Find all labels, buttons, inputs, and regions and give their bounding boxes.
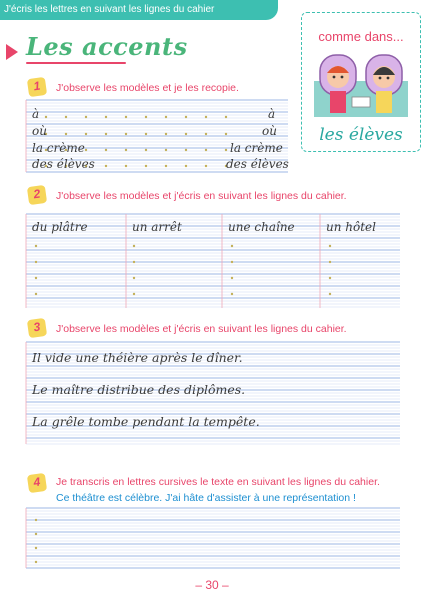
guide-dot <box>185 165 187 167</box>
model-word-2: un arrêt <box>132 220 182 234</box>
guide-dot <box>133 245 135 247</box>
guide-dot <box>205 149 207 151</box>
guide-dot <box>85 133 87 135</box>
guide-dot <box>145 133 147 135</box>
guide-dot <box>65 116 67 118</box>
guide-dot <box>35 245 37 247</box>
guide-dot <box>35 547 37 549</box>
guide-dot <box>145 165 147 167</box>
model-left-1: à <box>32 107 40 121</box>
guide-dot <box>329 277 331 279</box>
model-word-3: une chaîne <box>228 220 295 234</box>
exercise-1-instruction: J'observe les modèles et je les recopie. <box>56 82 239 94</box>
guide-dot <box>65 133 67 135</box>
guide-dot <box>35 293 37 295</box>
guide-dot <box>231 277 233 279</box>
model-right-2: où <box>262 124 277 138</box>
model-left-2: où <box>32 124 47 138</box>
guide-dot <box>125 133 127 135</box>
guide-dot <box>165 149 167 151</box>
exercise-3-instruction: J'observe les modèles et j'écris en suivant les lignes du cahier. <box>56 323 347 335</box>
model-left-3: la crème <box>32 141 85 155</box>
page-title: Les accents <box>26 32 188 61</box>
guide-dot <box>35 519 37 521</box>
guide-dot <box>35 277 37 279</box>
model-sentence-2: Le maître distribue des diplômes. <box>32 382 246 397</box>
guide-dot <box>185 133 187 135</box>
model-word-4: un hôtel <box>326 220 376 234</box>
guide-dot <box>105 116 107 118</box>
guide-dot <box>35 261 37 263</box>
model-left-4: des élèves <box>32 157 95 171</box>
guide-dot <box>125 149 127 151</box>
model-right-3: la crème <box>230 141 283 155</box>
page-number: – 30 – <box>195 578 229 592</box>
guide-dot <box>231 261 233 263</box>
guide-dot <box>105 133 107 135</box>
guide-dot <box>125 165 127 167</box>
guide-dot <box>145 116 147 118</box>
guide-dot <box>205 133 207 135</box>
guide-dot <box>133 261 135 263</box>
exercise-2-instruction: J'observe les modèles et j'écris en suivant les lignes du cahier. <box>56 190 347 202</box>
guide-dot <box>329 245 331 247</box>
guide-dot <box>145 149 147 151</box>
guide-dot <box>45 116 47 118</box>
badge-title: comme dans... <box>318 29 404 44</box>
guide-dot <box>205 116 207 118</box>
guide-dot <box>105 165 107 167</box>
exercise-4-instruction: Je transcris en lettres cursives le texte en suivant les lignes du cahier. <box>56 476 380 488</box>
exercise-number-2: 2 <box>27 185 47 205</box>
guide-dot <box>105 149 107 151</box>
guide-dot <box>85 149 87 151</box>
guide-dot <box>35 561 37 563</box>
guide-dot <box>85 116 87 118</box>
guide-dot <box>231 245 233 247</box>
guide-dot <box>225 149 227 151</box>
badge-subtitle: les élèves <box>319 125 403 145</box>
guide-dot <box>205 165 207 167</box>
model-right-4: des élèves <box>226 157 289 171</box>
exercise-number-1: 1 <box>27 77 47 97</box>
guide-dot <box>165 133 167 135</box>
header-text: J'écris les lettres en suivant les lignes du cahier <box>4 4 215 15</box>
exercise-number-4: 4 <box>27 473 47 493</box>
guide-dot <box>225 133 227 135</box>
guide-dot <box>165 165 167 167</box>
guide-dot <box>35 533 37 535</box>
guide-dot <box>165 116 167 118</box>
model-sentence-3: La grêle tombe pendant la tempête. <box>32 414 260 429</box>
exercise-number-3: 3 <box>27 318 47 338</box>
guide-dot <box>133 277 135 279</box>
model-word-1: du plâtre <box>32 220 88 234</box>
guide-dot <box>133 293 135 295</box>
model-sentence-1: Il vide une théière après le dîner. <box>32 350 243 365</box>
guide-dot <box>125 116 127 118</box>
guide-dot <box>329 293 331 295</box>
guide-dot <box>225 116 227 118</box>
guide-dot <box>231 293 233 295</box>
guide-dot <box>185 116 187 118</box>
guide-dot <box>185 149 187 151</box>
guide-dot <box>329 261 331 263</box>
model-right-1: à <box>268 107 276 121</box>
exercise-4-text: Ce théâtre est célèbre. J'ai hâte d'assister à une représentation ! <box>56 492 356 504</box>
